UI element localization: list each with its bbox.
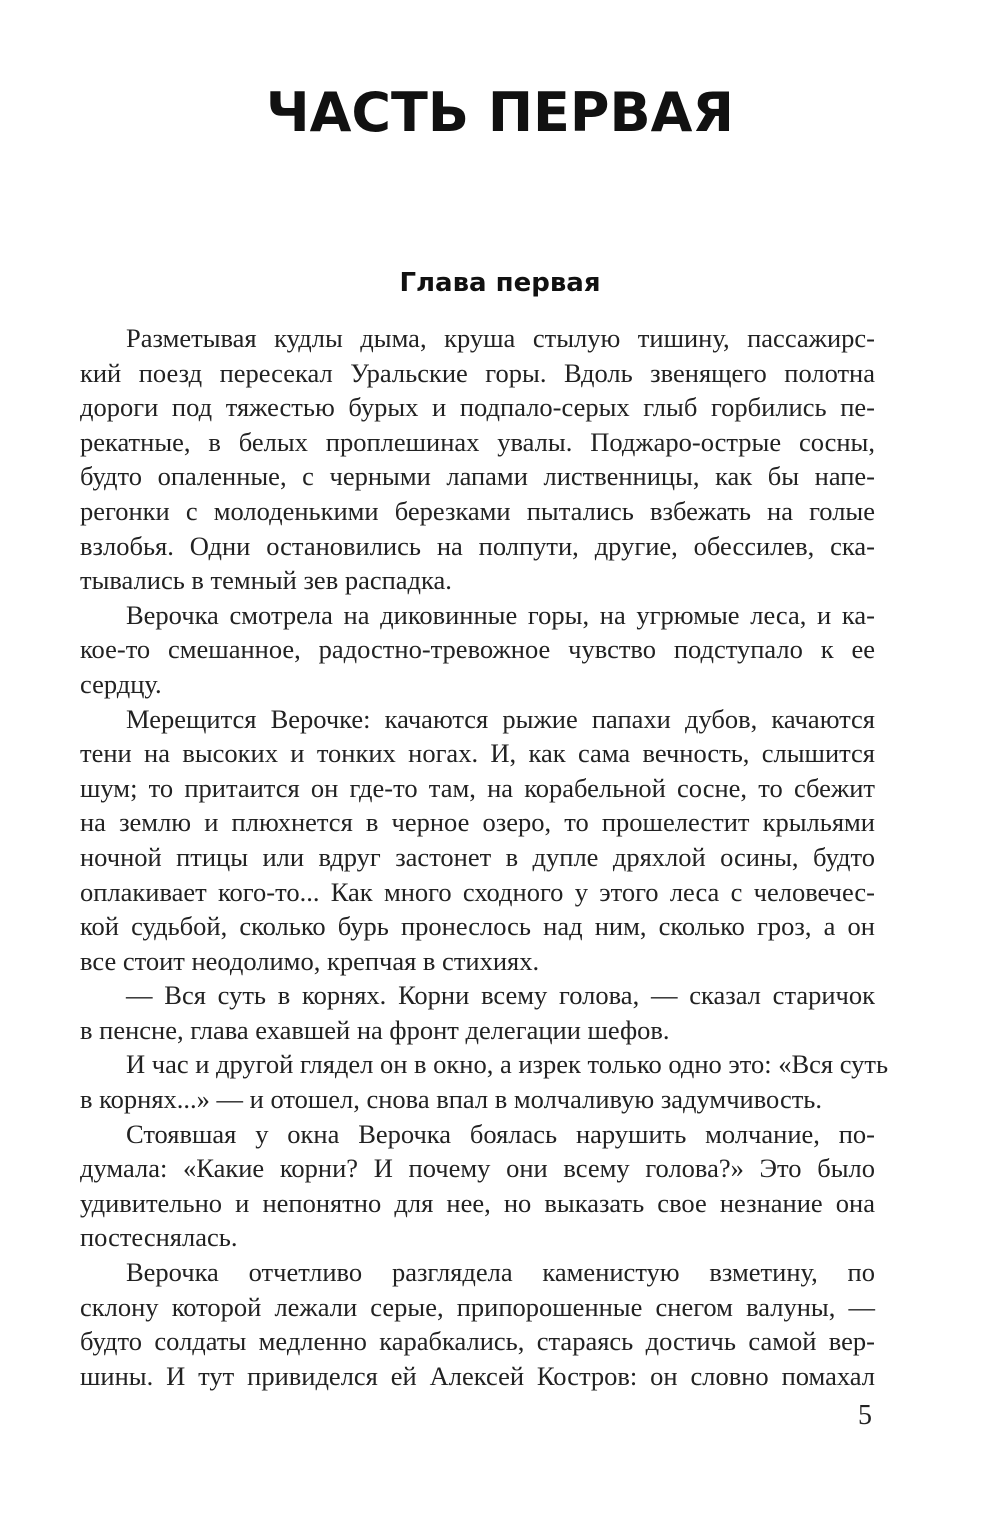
text-line: Стоявшая у окна Верочка боялась нарушить молчание, по- [126, 1118, 875, 1149]
text-line: — Вся суть в корнях. Корни всему голова, — сказал старичок [126, 980, 875, 1011]
chapter-title: Глава первая [399, 268, 601, 298]
text-line: склону которой лежали серые, припорошенные снегом валуны, — [80, 1291, 875, 1322]
page-number: 5 [858, 1400, 872, 1431]
part-title: ЧАСТЬ ПЕРВАЯ [265, 81, 735, 144]
body-text [80, 321, 889, 1393]
text-line: думала: «Какие корни? И почему они всему голова?» Это было [80, 1153, 875, 1184]
paragraph [80, 1255, 875, 1393]
text-line: регонки с молоденькими березками пытались взбежать на голые [80, 495, 875, 526]
text-line: И час и другой глядел он в окно, а изрек только одно это: «Вся суть [126, 1049, 889, 1080]
text-line: дороги под тяжестью бурых и подпало-серых глыб горбились пе- [80, 392, 875, 423]
text-line: на землю и плюхнется в черное озеро, то прошелестит крыльями [80, 807, 875, 838]
text-line: кое-то смешанное, радостно-тревожное чувство подступало к ее [80, 634, 875, 665]
paragraph [80, 598, 875, 702]
text-line: рекатные, в белых проплешинах увалы. Поджаро-острые сосны, [80, 426, 875, 457]
text-line: будто солдаты медленно карабкались, стараясь достичь самой вер- [80, 1326, 875, 1357]
text-line: все стоит неодолимо, крепчая в стихиях. [80, 945, 540, 976]
text-line: в пенсне, глава ехавшей на фронт делегации шефов. [80, 1014, 670, 1045]
paragraph [80, 1117, 875, 1255]
text-line: Верочка смотрела на диковинные горы, на угрюмые леса, и ка- [126, 599, 875, 630]
text-line: тывались в темный зев распадка. [80, 565, 452, 596]
text-line: Верочка отчетливо разглядела каменистую взметину, по [126, 1257, 875, 1288]
text-line: в корнях...» — и отошел, снова впал в молчаливую задумчивость. [80, 1084, 822, 1115]
text-line: шум; то притаится он где-то там, на корабельной сосне, то сбежит [80, 772, 875, 803]
text-line: постеснялась. [80, 1222, 238, 1253]
text-line: Мерещится Верочке: качаются рыжие папахи дубов, качаются [126, 703, 875, 734]
text-line: взлобья. Одни остановились на полпути, другие, обессилев, ска- [80, 530, 875, 561]
text-line: Разметывая кудлы дыма, круша стылую тишину, пассажирс- [126, 323, 875, 353]
paragraph [80, 978, 875, 1047]
text-line: удивительно и непонятно для нее, но выказать свое незнание она [80, 1187, 875, 1218]
text-line: оплакивает кого-то... Как много сходного у этого леса с человечес- [80, 876, 875, 907]
text-line: кий поезд пересекал Уральские горы. Вдоль звенящего полотна [80, 357, 875, 388]
paragraph [80, 702, 875, 979]
paragraph [80, 321, 875, 598]
paragraph [80, 1047, 889, 1116]
text-line: шины. И тут привиделся ей Алексей Костров: он словно помахал [80, 1360, 875, 1391]
text-line: кой судьбой, сколько бурь пронеслось над ним, сколько гроз, а он [80, 911, 875, 942]
text-line: тени на высоких и тонких ногах. И, как сама вечность, слышится [80, 738, 875, 769]
text-line: ночной птицы или вдруг застонет в дупле дряхлой осины, будто [80, 841, 875, 872]
text-line: сердцу. [80, 668, 162, 699]
text-line: будто опаленные, с черными лапами лиственницы, как бы напе- [80, 461, 875, 492]
